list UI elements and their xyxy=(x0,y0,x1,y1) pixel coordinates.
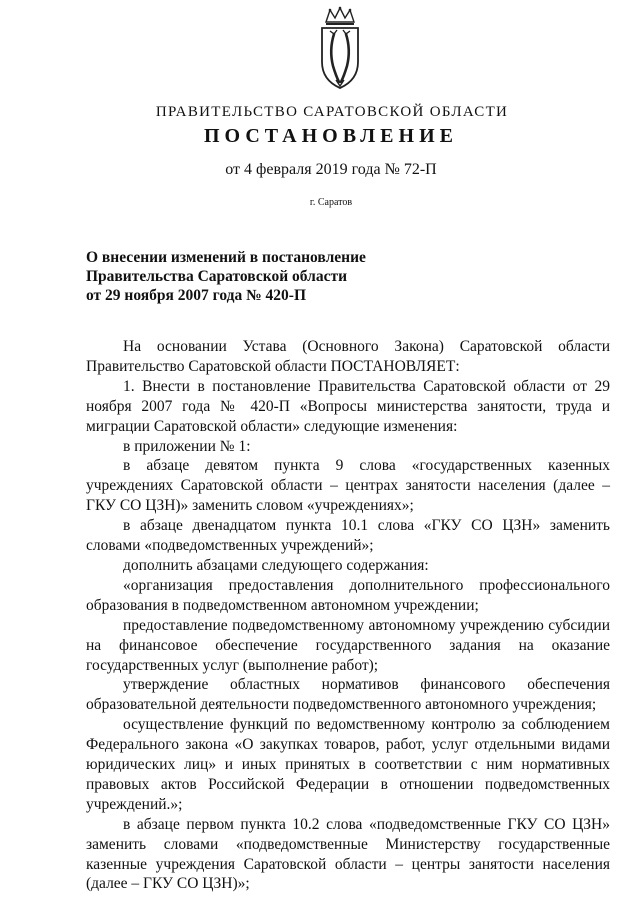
body-paragraph: в абзаце первом пункта 10.2 слова «подведомственные ГКУ СО ЦЗН» заменить словами «подведомственные Министерству государственные казенные учреждения Саратовской области – центры занятости населения (далее – ГКУ СО ЦЗН)»; xyxy=(86,815,610,893)
body-paragraph: осуществление функций по ведомственному контролю за соблюдением Федерального закона «О закупках товаров, работ, услуг отдельными видами юридических лиц» и иных принятых в соответствии с ним нормативных правовых актов Российской Федерации в отношении подведомственных учреждений.»; xyxy=(86,716,610,813)
body-paragraph: в приложении № 1: xyxy=(123,437,251,455)
document-place: г. Саратов xyxy=(309,197,353,208)
body-paragraph: в абзаце девятом пункта 9 слова «государственных казенных учреждениях Саратовской области – центрах занятости населения (далее – ГКУ СО ЦЗН)» заменить словом «учреждениях»; xyxy=(86,457,610,515)
saratov-coat-of-arms-icon xyxy=(312,6,368,92)
body-paragraph: «организация предоставления дополнительного профессионального образования в подведомственном автономном учреждении; xyxy=(86,576,610,614)
document-date-number: от 4 февраля 2019 года № 72-П xyxy=(225,161,437,178)
body-paragraph: На основании Устава (Основного Закона) Саратовской области Правительство Саратовской области ПОСТАНОВЛЯЕТ: xyxy=(86,338,610,375)
subject-line: от 29 ноября 2007 года № 420-П xyxy=(86,287,307,304)
body-paragraph: предоставление подведомственному автономному учреждению субсидии на финансовое обеспечение государственного задания на оказание государственных услуг (выполнение работ); xyxy=(86,616,610,674)
subject-line: Правительства Саратовской области xyxy=(86,268,347,285)
document-body xyxy=(86,337,610,894)
body-paragraph: в абзаце двенадцатом пункта 10.1 слова «ГКУ СО ЦЗН» заменить словами «подведомственных учреждений»; xyxy=(86,517,610,555)
document-type: ПОСТАНОВЛЕНИЕ xyxy=(204,125,458,147)
government-title: ПРАВИТЕЛЬСТВО САРАТОВСКОЙ ОБЛАСТИ xyxy=(155,104,509,120)
subject-line: О внесении изменений в постановление xyxy=(86,249,366,266)
document-subject xyxy=(86,248,366,305)
body-paragraph: утверждение областных нормативов финансового обеспечения образовательной деятельности подведомственного автономного учреждения; xyxy=(86,676,610,714)
body-paragraph: дополнить абзацами следующего содержания: xyxy=(123,556,429,574)
body-paragraph: 1. Внести в постановление Правительства Саратовской области от 29 ноября 2007 года № 420-П «Вопросы министерства занятости, труда и миграции Саратовской области» следующие изменения: xyxy=(86,377,610,435)
